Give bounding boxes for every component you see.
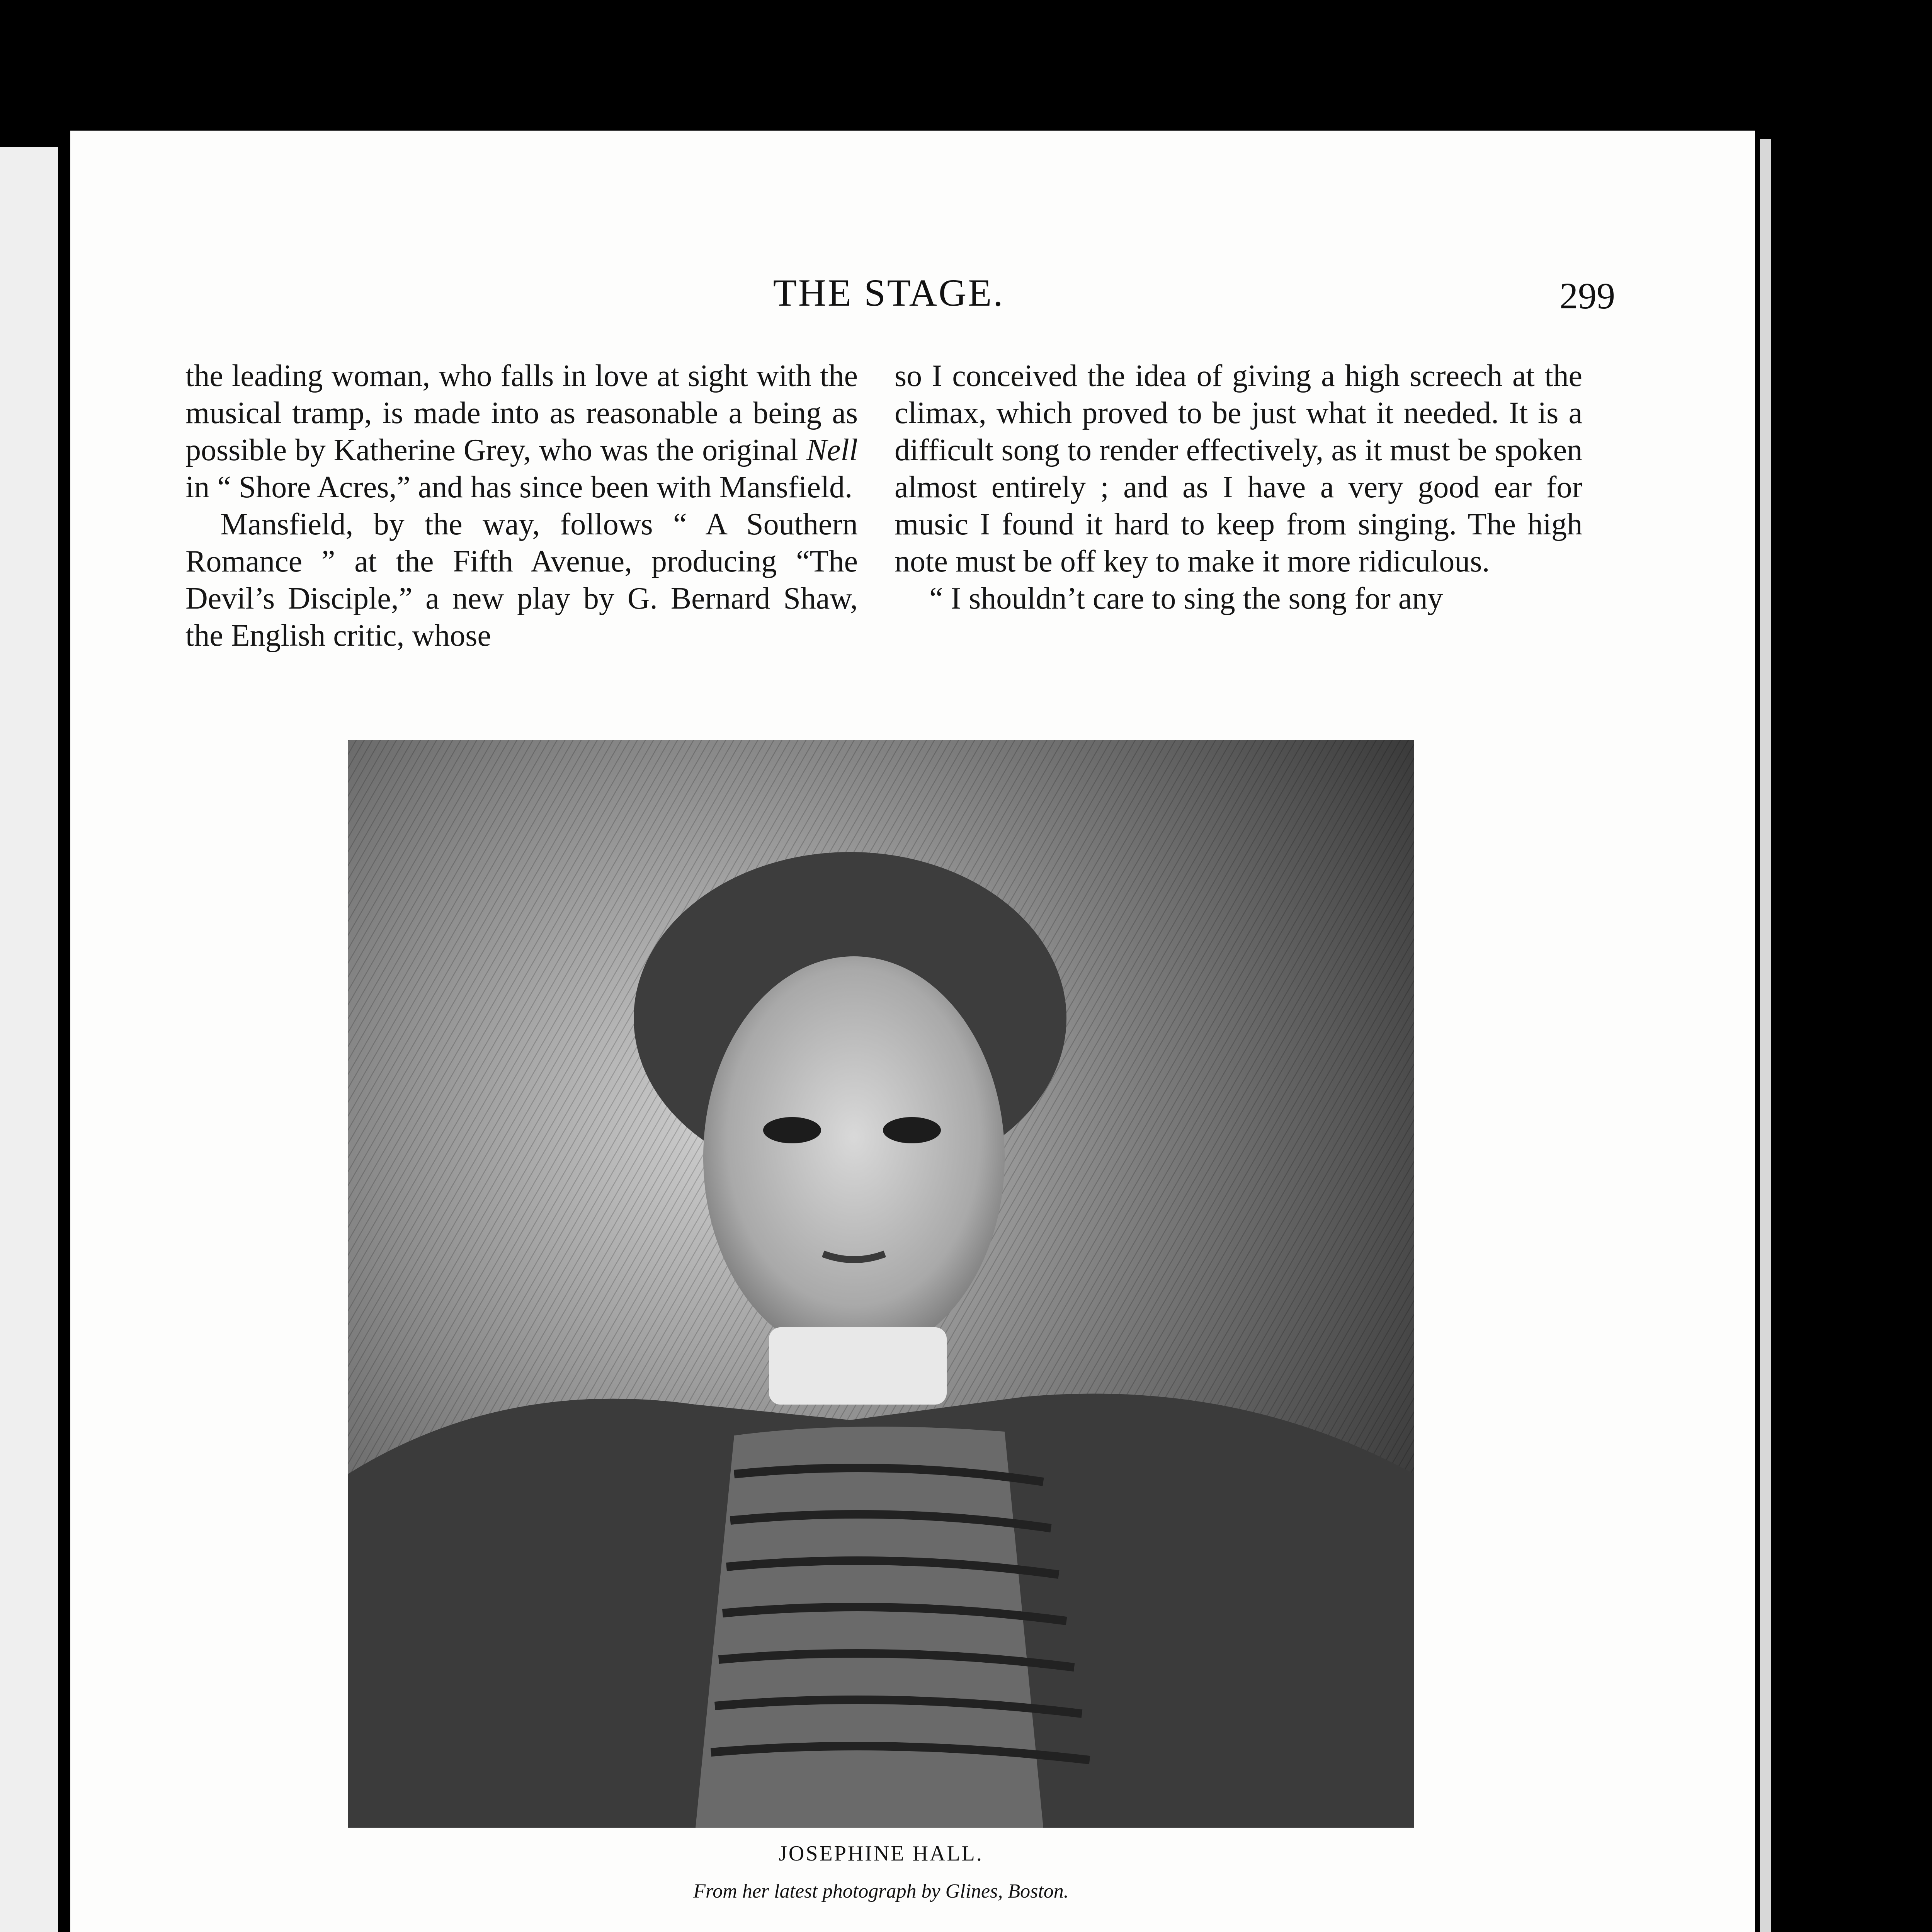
portrait-photograph <box>348 740 1414 1828</box>
page-right-edge <box>1760 139 1771 1932</box>
column-top-left <box>185 357 858 654</box>
page-number: 299 <box>1560 275 1615 316</box>
adjacent-page-edge <box>0 147 58 1932</box>
photo-caption-credit: From her latest photograph by Glines, Boston. <box>693 1880 1069 1902</box>
paragraph: “ I shouldn’t care to sing the song for any <box>929 582 1443 616</box>
paragraph: the leading woman, who falls in love at sight with the musical tramp, is made into as reasonable a being as possible by Katherine Grey, who was the original Nell in “ Shore Acres,” and has since been with Mansfield. <box>185 359 858 504</box>
column-top-right <box>895 357 1582 617</box>
paragraph: Mansfield, by the way, follows “ A Southern Romance ” at the Fifth Avenue, producing “The Devil’s Disciple,” a new play by G. Bernard Shaw, the English critic, whose <box>185 507 858 653</box>
photo-caption-name: JOSEPHINE HALL. <box>779 1842 983 1866</box>
portrait-illustration <box>348 740 1414 1828</box>
paragraph: so I conceived the idea of giving a high screech at the climax, which proved to be just what it needed. It is a difficult song to render effectively, as it must be spoken almost entirely ; and as I have a very good ear for music I found it hard to keep from singing. The high note must be off key to make it more ridiculous. <box>895 359 1582 578</box>
running-header-title: THE STAGE. <box>773 271 1005 314</box>
